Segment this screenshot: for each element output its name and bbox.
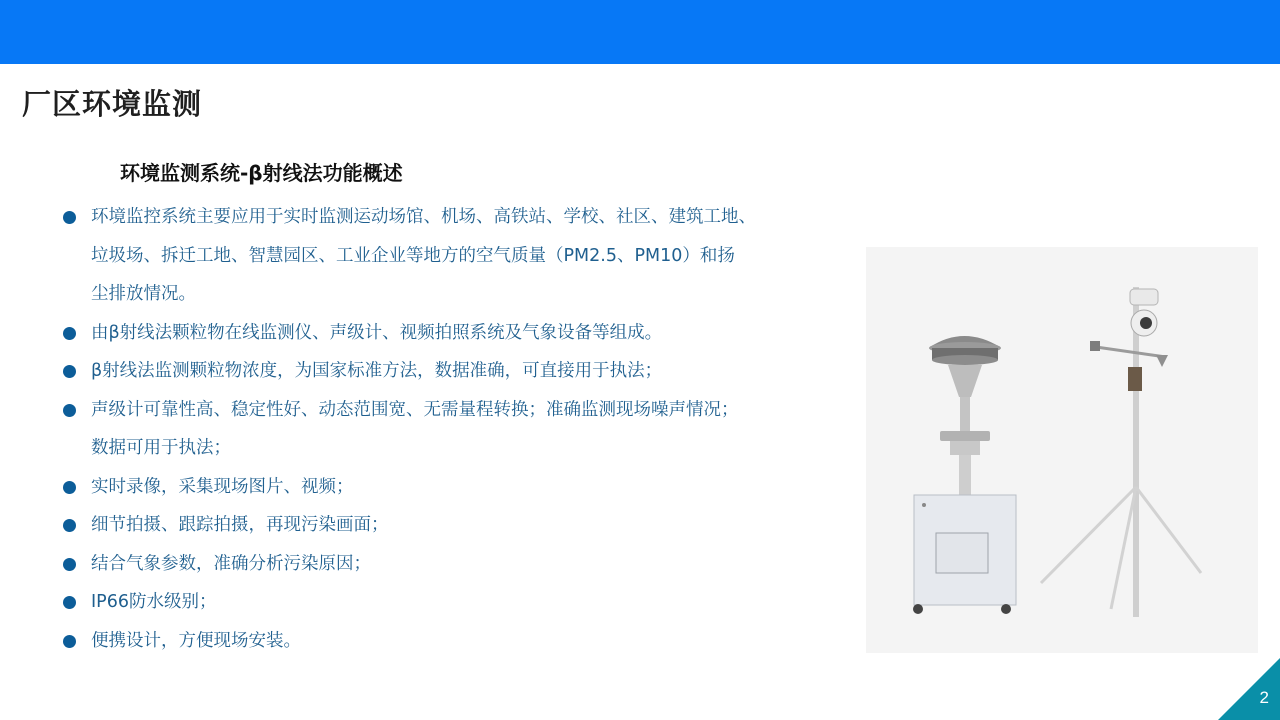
- corner-decoration: [1218, 658, 1280, 720]
- section-subtitle: 环境监测系统-β射线法功能概述: [120, 161, 403, 185]
- list-item: [60, 545, 920, 584]
- bullet-icon: [63, 558, 76, 571]
- bullet-icon: [63, 635, 76, 648]
- list-item: [60, 506, 920, 545]
- list-item-text: 实时录像，采集现场图片、视频；: [91, 476, 354, 497]
- page-title: 厂区环境监测: [22, 87, 203, 121]
- list-item-text: 环境监控系统主要应用于实时监测运动场馆、机场、高铁站、学校、社区、建筑工地、 垃圾场、拆迁工地、智慧园区、工业企业等地方的空气质量（PM2.5、PM10）和扬 尘排放情况。: [91, 207, 756, 304]
- page-number: 2: [1259, 688, 1269, 707]
- bullet-icon: [63, 327, 76, 340]
- bullet-icon: [63, 596, 76, 609]
- list-item: [60, 583, 920, 622]
- equipment-photo: [866, 247, 1258, 653]
- list-item: [60, 468, 920, 507]
- header-bar: [0, 0, 1280, 64]
- bullet-icon: [63, 481, 76, 494]
- list-item: [60, 391, 920, 468]
- list-item: [60, 352, 920, 391]
- list-item-text: β射线法监测颗粒物浓度，为国家标准方法，数据准确，可直接用于执法；: [91, 361, 663, 381]
- weather-camera-tripod: [1041, 287, 1201, 617]
- list-item-text: 结合气象参数，准确分析污染原因；: [91, 553, 371, 574]
- bullet-icon: [63, 365, 76, 378]
- monitoring-equipment-illustration: [866, 247, 1258, 653]
- list-item: [60, 622, 920, 661]
- bullet-icon: [63, 211, 76, 224]
- list-item-text: 便携设计，方便现场安装。: [91, 630, 301, 651]
- list-item-text: 细节拍摄、跟踪拍摄，再现污染画面；: [91, 515, 389, 535]
- bullet-icon: [63, 404, 76, 417]
- list-item: [60, 314, 920, 353]
- beta-ray-monitor: [913, 336, 1016, 614]
- list-item-text: 由β射线法颗粒物在线监测仪、声级计、视频拍照系统及气象设备等组成。: [91, 322, 663, 343]
- list-item: [60, 198, 920, 314]
- feature-list: [60, 198, 920, 660]
- list-item-text: 声级计可靠性高、稳定性好、动态范围宽、无需量程转换；准确监测现场噪声情况； 数据可用于执法；: [91, 399, 739, 458]
- list-item-text: IP66防水级别；: [91, 592, 217, 612]
- bullet-icon: [63, 519, 76, 532]
